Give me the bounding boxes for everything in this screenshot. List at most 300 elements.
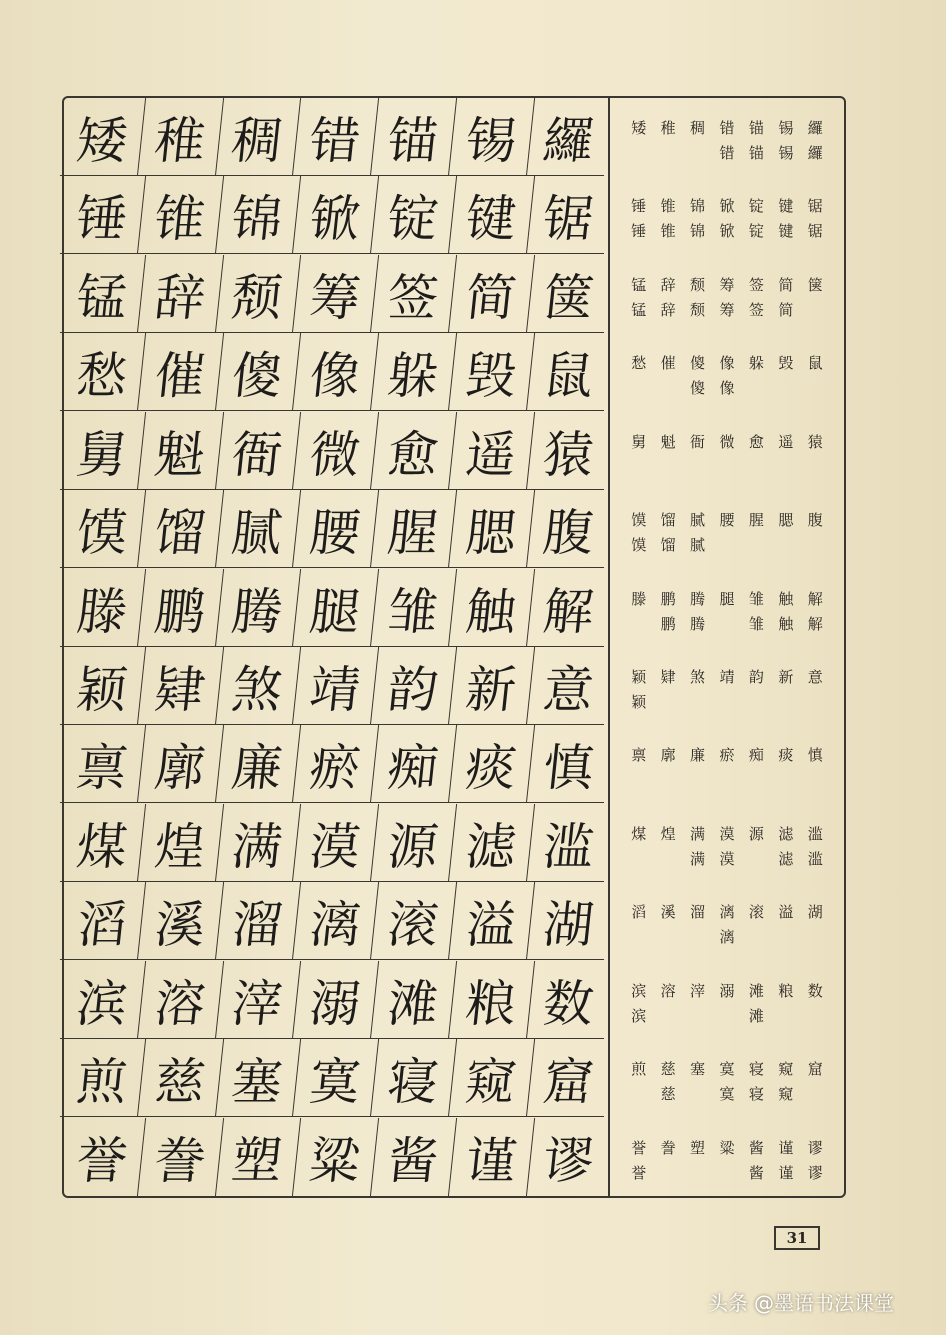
reference-cell [624, 1118, 653, 1196]
simplified-char: 衙 [690, 432, 706, 451]
simplified-char: 誊 [660, 1138, 676, 1157]
traditional-char: 解 [807, 614, 823, 633]
traditional-char: 纙 [807, 144, 823, 162]
calligraphy-cell: 锥 [138, 176, 224, 254]
reference-cell [712, 569, 741, 647]
reference-cell [742, 1118, 771, 1196]
reference-cell [771, 490, 800, 568]
reference-cell [771, 412, 800, 490]
simplified-char: 腻 [690, 511, 706, 530]
calligraphy-cell: 谬 [540, 1131, 597, 1190]
reference-cell [771, 647, 800, 725]
traditional-char: 像 [719, 379, 735, 398]
simplified-char: 慈 [660, 1060, 676, 1079]
calligraphy-cell: 触 [448, 569, 534, 647]
reference-cell [742, 490, 771, 568]
traditional-char: 谨 [778, 1163, 794, 1182]
traditional-char: 滨 [631, 1006, 647, 1025]
simplified-char: 躲 [748, 354, 764, 373]
simplified-char: 纙 [807, 119, 823, 137]
calligraphy-cell: 锚 [371, 98, 457, 176]
calligraphy-cell: 舅 [60, 412, 146, 490]
calligraphy-cell: 错 [293, 98, 379, 176]
calligraphy-cell: 颖 [60, 647, 146, 725]
calligraphy-cell: 窥 [448, 1039, 534, 1117]
simplified-char: 满 [690, 824, 706, 843]
simplified-char: 锡 [778, 119, 794, 137]
calligraphy-cell: 鼠 [526, 333, 612, 411]
simplified-char: 催 [660, 354, 676, 373]
simplified-char: 猿 [807, 432, 823, 451]
simplified-char: 馍 [631, 511, 647, 530]
simplified-char: 辞 [660, 275, 676, 294]
calligraphy-cell: 廓 [138, 725, 224, 803]
reference-cell [771, 98, 800, 176]
calligraphy-cell: 新 [448, 647, 534, 725]
reference-cell [653, 882, 682, 960]
reference-cell [653, 647, 682, 725]
calligraphy-cell: 数 [526, 961, 612, 1039]
calligraphy-cell: 鹏 [138, 569, 224, 647]
calligraphy-cell: 箧 [526, 255, 612, 333]
reference-cell [624, 1039, 653, 1117]
traditional-char: 锦 [690, 222, 706, 241]
calligraphy-cell: 痰 [448, 725, 534, 803]
traditional-char: 满 [690, 849, 706, 868]
reference-cell [742, 1039, 771, 1117]
reference-cell [771, 255, 800, 333]
calligraphy-cell: 签 [371, 255, 457, 333]
calligraphy-cell: 锡 [448, 98, 534, 176]
reference-cell [683, 490, 712, 568]
watermark [708, 1285, 894, 1317]
traditional-char: 漓 [719, 928, 735, 947]
reference-cell [712, 804, 741, 882]
simplified-char: 签 [748, 275, 764, 294]
traditional-char: 傻 [690, 379, 706, 398]
simplified-char: 馏 [660, 511, 676, 530]
calligraphy-cell: 锭 [371, 176, 457, 254]
simplified-char: 煌 [660, 824, 676, 843]
traditional-char: 错 [719, 144, 735, 162]
traditional-char: 键 [778, 222, 794, 241]
traditional-char: 锡 [778, 144, 794, 162]
traditional-char: 滥 [807, 849, 823, 868]
reference-cell [683, 412, 712, 490]
simplified-char: 锯 [807, 197, 823, 216]
traditional-char: 辞 [660, 300, 676, 319]
simplified-char: 慎 [807, 746, 823, 765]
traditional-char: 馏 [660, 536, 676, 555]
simplified-char: 毁 [778, 354, 794, 373]
simplified-char: 廉 [690, 746, 706, 765]
calligraphy-cell: 谨 [448, 1118, 534, 1196]
calligraphy-cell: 锦 [215, 176, 301, 254]
calligraphy-cell: 滤 [448, 804, 534, 882]
simplified-char: 愈 [748, 432, 764, 451]
traditional-char: 腾 [690, 614, 706, 633]
reference-cell [742, 725, 771, 803]
simplified-char: 漓 [719, 903, 735, 922]
calligraphy-cell: 稠 [215, 98, 301, 176]
calligraphy-cell: 馍 [60, 490, 146, 568]
calligraphy-cell: 酱 [371, 1118, 457, 1196]
calligraphy-cell: 颓 [215, 255, 301, 333]
calligraphy-cell: 催 [138, 333, 224, 411]
reference-cell [683, 333, 712, 411]
reference-cell [653, 1118, 682, 1196]
simplified-char: 溺 [719, 981, 735, 1000]
reference-cell [801, 98, 830, 176]
reference-cell [653, 725, 682, 803]
calligraphy-cell: 腹 [526, 490, 612, 568]
simplified-char: 像 [719, 354, 735, 373]
simplified-char: 滥 [807, 824, 823, 843]
calligraphy-cell: 腰 [293, 490, 379, 568]
calligraphy-cell: 慎 [526, 725, 612, 803]
reference-cell [712, 882, 741, 960]
reference-cell [771, 569, 800, 647]
simplified-char: 煞 [690, 668, 706, 686]
simplified-char: 键 [778, 197, 794, 216]
simplified-char: 舅 [631, 432, 647, 451]
calligraphy-cell: 辞 [138, 255, 224, 333]
calligraphy-cell: 雏 [371, 569, 457, 647]
simplified-char: 靖 [719, 668, 735, 686]
calligraphy-cell: 筹 [293, 255, 379, 333]
simplified-char: 窥 [778, 1060, 794, 1079]
reference-cell [653, 569, 682, 647]
calligraphy-cell: 稚 [138, 98, 224, 176]
simplified-char: 腿 [719, 589, 735, 608]
reference-cell [653, 961, 682, 1039]
reference-cell [801, 490, 830, 568]
calligraphy-cell: 猿 [526, 412, 612, 490]
simplified-char: 溶 [660, 981, 676, 1000]
simplified-char: 塑 [690, 1138, 706, 1157]
simplified-char: 酱 [748, 1138, 764, 1157]
simplified-char: 滔 [631, 903, 647, 922]
reference-cell [624, 176, 653, 254]
simplified-char: 湖 [807, 903, 823, 922]
traditional-char: 简 [778, 300, 794, 319]
reference-cell [801, 882, 830, 960]
calligraphy-cell: 溺 [293, 961, 379, 1039]
reference-cell [712, 725, 741, 803]
traditional-char: 筹 [719, 300, 735, 319]
simplified-char: 愁 [631, 354, 647, 373]
reference-characters-panel [610, 98, 844, 1196]
calligraphy-cell: 衙 [215, 412, 301, 490]
simplified-char: 箧 [807, 275, 823, 294]
watermark-handle: @墨语书法课堂 [754, 1290, 894, 1315]
reference-cell [712, 412, 741, 490]
calligraphy-cell: 痴 [371, 725, 457, 803]
calligraphy-cell: 寝 [371, 1039, 457, 1117]
calligraphy-cell: 禀 [60, 725, 146, 803]
reference-cell [712, 490, 741, 568]
simplified-char: 稚 [660, 119, 676, 137]
reference-cell [624, 569, 653, 647]
calligraphy-cell: 煎 [60, 1039, 146, 1117]
reference-cell [624, 490, 653, 568]
calligraphy-cell: 锨 [293, 176, 379, 254]
simplified-char: 鹏 [660, 589, 676, 608]
reference-cell [742, 333, 771, 411]
reference-cell [801, 1118, 830, 1196]
reference-cell [742, 255, 771, 333]
reference-cell [683, 98, 712, 176]
simplified-char: 微 [719, 432, 735, 451]
reference-cell [712, 1039, 741, 1117]
reference-cell [771, 1118, 800, 1196]
reference-cell [683, 1039, 712, 1117]
calligraphy-cell: 靖 [293, 647, 379, 725]
calligraphy-cell: 腿 [293, 569, 379, 647]
simplified-char: 锥 [660, 197, 676, 216]
reference-cell [742, 961, 771, 1039]
simplified-char: 粱 [719, 1138, 735, 1157]
traditional-char: 鹏 [660, 614, 676, 633]
reference-cell [742, 882, 771, 960]
reference-cell [624, 725, 653, 803]
simplified-char: 痴 [748, 746, 764, 765]
reference-cell [683, 569, 712, 647]
simplified-char: 错 [719, 119, 735, 137]
reference-cell [801, 333, 830, 411]
simplified-char: 滕 [631, 589, 647, 608]
reference-cell [683, 882, 712, 960]
simplified-char: 腰 [719, 511, 735, 530]
reference-cell [683, 961, 712, 1039]
traditional-char: 谬 [807, 1163, 823, 1182]
reference-cell [712, 1118, 741, 1196]
traditional-char: 锭 [748, 222, 764, 241]
calligraphy-cell: 魁 [138, 412, 224, 490]
simplified-char: 锰 [631, 275, 647, 294]
simplified-char: 谨 [778, 1138, 794, 1157]
reference-cell [742, 98, 771, 176]
calligraphy-cell: 滔 [60, 882, 146, 960]
simplified-char: 谬 [807, 1138, 823, 1157]
reference-cell [742, 412, 771, 490]
simplified-char: 锦 [690, 197, 706, 216]
calligraphy-cell: 溢 [448, 882, 534, 960]
reference-cell [712, 647, 741, 725]
calligraphy-cell: 愈 [371, 412, 457, 490]
calligraphy-cell: 瘀 [293, 725, 379, 803]
reference-cell [801, 725, 830, 803]
calligraphy-cell: 溜 [215, 882, 301, 960]
reference-cell [712, 961, 741, 1039]
traditional-char: 誉 [631, 1163, 647, 1182]
simplified-char: 溢 [778, 903, 794, 922]
calligraphy-cell: 锯 [526, 176, 612, 254]
simplified-char: 遥 [778, 432, 794, 451]
simplified-char: 简 [778, 275, 794, 294]
reference-cell [653, 1039, 682, 1117]
calligraphy-cell: 腻 [215, 490, 301, 568]
simplified-char: 韵 [748, 668, 764, 686]
reference-cell [801, 569, 830, 647]
traditional-char: 锤 [631, 222, 647, 241]
simplified-char: 煤 [631, 824, 647, 843]
reference-cell [801, 961, 830, 1039]
simplified-char: 触 [778, 589, 794, 608]
calligraphy-cell: 肄 [138, 647, 224, 725]
reference-cell [683, 1118, 712, 1196]
reference-cell [653, 98, 682, 176]
calligraphy-cell: 煤 [60, 804, 146, 882]
calligraphy-cell: 纙 [526, 98, 612, 176]
simplified-char: 瘀 [719, 746, 735, 765]
traditional-char: 酱 [748, 1163, 764, 1182]
simplified-char: 漠 [719, 824, 735, 843]
traditional-char: 锨 [719, 222, 735, 241]
calligraphy-cell: 锰 [60, 255, 146, 333]
reference-cell [712, 176, 741, 254]
calligraphy-cell: 躲 [371, 333, 457, 411]
traditional-char: 滩 [748, 1006, 764, 1025]
reference-cell [624, 882, 653, 960]
reference-cell [624, 804, 653, 882]
page-number: 31 [774, 1226, 820, 1250]
reference-cell [653, 333, 682, 411]
calligraphy-cell: 漓 [293, 882, 379, 960]
calligraphy-cell: 满 [215, 804, 301, 882]
calligraphy-cell: 锤 [60, 176, 146, 254]
simplified-char: 肄 [660, 668, 676, 686]
simplified-char: 锨 [719, 197, 735, 216]
calligraphy-cell: 馏 [138, 490, 224, 568]
calligraphy-cell: 源 [371, 804, 457, 882]
calligraphy-cell: 粮 [448, 961, 534, 1039]
reference-cell [801, 412, 830, 490]
reference-cell [801, 255, 830, 333]
calligraphy-cell: 窟 [526, 1039, 612, 1117]
simplified-char: 雏 [748, 589, 764, 608]
reference-cell [771, 961, 800, 1039]
reference-cell [624, 333, 653, 411]
simplified-char: 解 [807, 589, 823, 608]
simplified-char: 腮 [778, 511, 794, 530]
reference-cell [742, 647, 771, 725]
simplified-char: 颖 [631, 668, 647, 686]
simplified-char: 滓 [690, 981, 706, 1000]
calligraphy-cell: 微 [293, 412, 379, 490]
simplified-char: 矮 [631, 119, 647, 137]
watermark-platform: 头条 [708, 1290, 748, 1315]
reference-cell [653, 176, 682, 254]
calligraphy-cell: 塑 [215, 1118, 301, 1196]
reference-cell [771, 804, 800, 882]
calligraphy-cell: 煞 [215, 647, 301, 725]
calligraphy-cell: 遥 [448, 412, 534, 490]
calligraphy-cell: 像 [293, 333, 379, 411]
traditional-char: 雏 [748, 614, 764, 633]
practice-frame [62, 96, 846, 1198]
traditional-char: 触 [778, 614, 794, 633]
reference-cell [624, 961, 653, 1039]
calligraphy-cell: 韵 [371, 647, 457, 725]
calligraphy-cell: 溶 [138, 961, 224, 1039]
reference-cell [653, 804, 682, 882]
reference-cell [771, 725, 800, 803]
reference-cell [683, 255, 712, 333]
calligraphy-cell: 腮 [448, 490, 534, 568]
reference-cell [653, 490, 682, 568]
calligraphy-cell: 矮 [60, 98, 146, 176]
simplified-char: 鼠 [807, 354, 823, 373]
reference-cell [771, 176, 800, 254]
traditional-char: 签 [748, 300, 764, 319]
calligraphy-cell: 廉 [215, 725, 301, 803]
simplified-char: 腹 [807, 511, 823, 530]
reference-cell [742, 569, 771, 647]
calligraphy-grid [64, 98, 610, 1196]
reference-cell [801, 176, 830, 254]
calligraphy-cell: 滕 [60, 569, 146, 647]
reference-cell [712, 255, 741, 333]
traditional-char: 滤 [778, 849, 794, 868]
simplified-char: 煎 [631, 1060, 647, 1079]
simplified-char: 锚 [748, 119, 764, 137]
simplified-char: 滨 [631, 981, 647, 1000]
reference-cell [683, 725, 712, 803]
simplified-char: 傻 [690, 354, 706, 373]
calligraphy-cell: 愁 [60, 333, 146, 411]
simplified-char: 滤 [778, 824, 794, 843]
traditional-char: 腻 [690, 536, 706, 555]
calligraphy-cell: 意 [526, 647, 612, 725]
calligraphy-cell: 滚 [371, 882, 457, 960]
calligraphy-cell: 塞 [215, 1039, 301, 1117]
reference-cell [624, 412, 653, 490]
reference-cell [801, 804, 830, 882]
simplified-char: 痰 [778, 746, 794, 765]
calligraphy-cell: 漠 [293, 804, 379, 882]
calligraphy-cell: 粱 [293, 1118, 379, 1196]
calligraphy-cell: 解 [526, 569, 612, 647]
calligraphy-cell: 腾 [215, 569, 301, 647]
traditional-char: 寞 [719, 1085, 735, 1104]
calligraphy-cell: 简 [448, 255, 534, 333]
traditional-char: 锚 [748, 144, 764, 162]
reference-cell [801, 647, 830, 725]
calligraphy-cell: 滩 [371, 961, 457, 1039]
reference-cell [624, 647, 653, 725]
traditional-char: 锯 [807, 222, 823, 241]
reference-cell [771, 333, 800, 411]
simplified-char: 筹 [719, 275, 735, 294]
reference-cell [712, 98, 741, 176]
simplified-char: 稠 [690, 119, 706, 137]
simplified-char: 廓 [660, 746, 676, 765]
simplified-char: 窟 [807, 1060, 823, 1079]
simplified-char: 颓 [690, 275, 706, 294]
simplified-char: 寝 [748, 1060, 764, 1079]
simplified-char: 意 [807, 668, 823, 686]
reference-cell [653, 255, 682, 333]
simplified-char: 誉 [631, 1138, 647, 1157]
calligraphy-cell: 毁 [448, 333, 534, 411]
calligraphy-cell: 键 [448, 176, 534, 254]
simplified-char: 滩 [748, 981, 764, 1000]
reference-cell [683, 804, 712, 882]
simplified-char: 溪 [660, 903, 676, 922]
traditional-char: 颓 [690, 300, 706, 319]
traditional-char: 窥 [778, 1085, 794, 1104]
